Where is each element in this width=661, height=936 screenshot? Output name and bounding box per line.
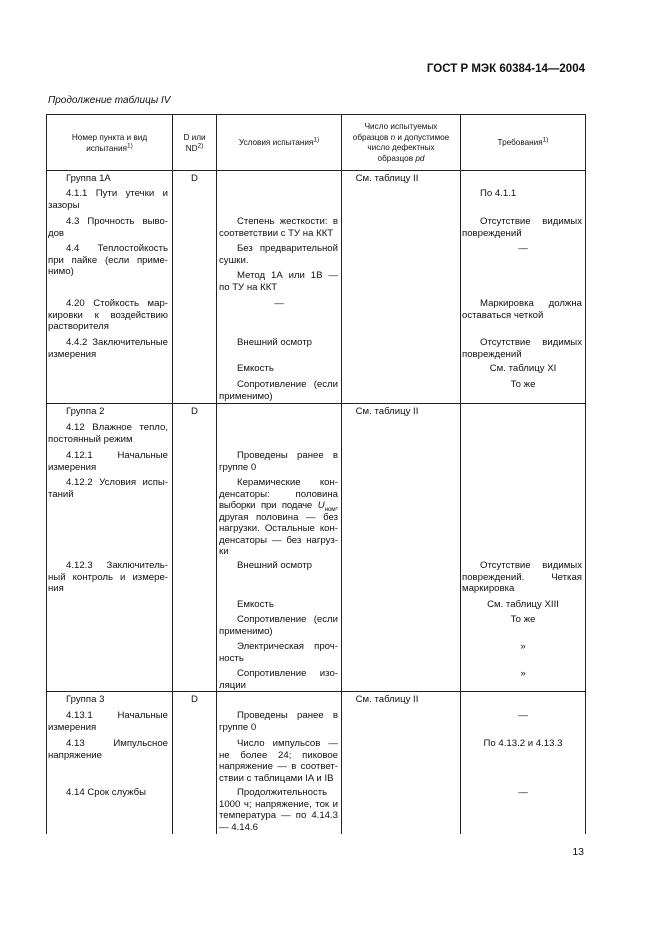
- condition: Керамические кон-денсаторы: половина выборки при подаче $U_{ном}$, другая половина — без нагрузки. Остальные кон-денсаторы — без нагруз-ки: [219, 477, 338, 557]
- test-item: 4.4.2 Заключительные измерения: [48, 337, 168, 360]
- test-item: 4.1.1 Пути утечки и зазоры: [48, 188, 168, 211]
- d-nd-value: D: [191, 173, 198, 184]
- column-header-sample-count: Число испытуемых образцов n и допустимое число дефектных образцов pd: [352, 122, 450, 163]
- test-item: 4.20 Стойкость мар-кировки к воздействию растворителя: [48, 298, 168, 332]
- requirement: Отсутствие видимых повреждений: [462, 216, 582, 239]
- requirement: То же: [510, 379, 536, 390]
- table-continuation-caption: Продолжение таблицы IV: [48, 95, 171, 106]
- condition: Метод 1А или 1В — по ТУ на ККТ: [219, 270, 338, 293]
- condition: Число импульсов — не более 24; пиковое напряжение — в соответ-ствии с таблицами IA и IB: [219, 738, 338, 784]
- group-divider: [46, 691, 586, 692]
- sample-count: См. таблицу II: [355, 694, 419, 705]
- test-item: 4.12 Влажное тепло, постоянный режим: [48, 422, 168, 445]
- test-item: 4.4 Теплостойкость при пайке (если приме-нимо): [48, 243, 168, 277]
- condition: Электрическая проч- ность: [219, 641, 338, 664]
- condition: Сопротивление изо- ляции: [219, 668, 338, 691]
- test-item: 4.3 Прочность выво-дов: [48, 216, 168, 239]
- condition: Продолжительность 1000 ч; напряжение, ток и температура — по 4.14.3 — 4.14.6: [219, 787, 338, 833]
- d-nd-value: D: [191, 406, 198, 417]
- column-divider: [341, 114, 342, 834]
- requirement: »: [520, 668, 526, 679]
- condition: Емкость: [237, 599, 274, 610]
- test-item: 4.12.1 Начальные измерения: [48, 450, 168, 473]
- table-border-top: [46, 114, 586, 115]
- requirement: По 4.1.1: [480, 188, 517, 199]
- column-header-d-nd: D или ND$^{2)}$: [183, 133, 206, 153]
- condition: Сопротивление (если применимо): [219, 379, 338, 402]
- requirement: Маркировка должна оставаться четкой: [462, 298, 582, 321]
- test-item: 4.13 Импульсное напряжение: [48, 738, 168, 761]
- condition: Внешний осмотр: [237, 337, 312, 348]
- table-header-divider: [46, 170, 586, 171]
- requirement: —: [518, 787, 528, 798]
- table-border-left: [46, 114, 47, 834]
- group-title: Группа 3: [66, 694, 105, 705]
- table-border-right: [585, 114, 586, 834]
- condition: Проведены ранее в группе 0: [219, 450, 338, 473]
- test-item: 4.13.1 Начальные измерения: [48, 710, 168, 733]
- condition: Степень жесткости: в соответствии с ТУ на ККТ: [219, 216, 338, 239]
- condition: Без предварительной сушки.: [219, 243, 338, 266]
- requirement: —: [518, 243, 528, 254]
- requirement: См. таблицу XI: [489, 363, 557, 374]
- requirement: »: [520, 641, 526, 652]
- requirement: То же: [510, 614, 536, 625]
- document-id: ГОСТ Р МЭК 60384-14—2004: [426, 63, 585, 75]
- column-divider: [460, 114, 461, 834]
- requirement: —: [518, 710, 528, 721]
- requirement: Отсутствие видимых повреждений. Четкая маркировка: [462, 560, 582, 594]
- sample-count: См. таблицу II: [355, 406, 419, 417]
- requirement: По 4.13.2 и 4.13.3: [483, 738, 563, 749]
- column-header-conditions: Условия испытания$^{1)}$: [238, 136, 320, 147]
- test-item: 4.12.2 Условия испы-таний: [48, 477, 168, 500]
- condition: Внешний осмотр: [237, 560, 312, 571]
- test-item: 4.12.3 Заключитель-ный контроль и измере-ния: [48, 560, 168, 594]
- page-number: 13: [572, 846, 584, 858]
- column-header-requirements: Требования$^{1)}$: [497, 136, 549, 147]
- requirement: См. таблицу XIII: [487, 599, 559, 610]
- sample-count: См. таблицу II: [355, 173, 419, 184]
- column-header-item: Номер пункта и вид испытания$^{1)}$: [71, 133, 148, 153]
- group-divider: [46, 403, 586, 404]
- group-title: Группа 2: [66, 406, 105, 417]
- column-divider: [216, 114, 217, 834]
- condition: Сопротивление (если применимо): [219, 614, 338, 637]
- condition: Емкость: [237, 363, 274, 374]
- column-divider: [172, 114, 173, 834]
- d-nd-value: D: [191, 694, 198, 705]
- condition: —: [274, 298, 284, 309]
- requirement: Отсутствие видимых повреждений: [462, 337, 582, 360]
- group-title: Группа 1А: [66, 173, 111, 184]
- condition: Проведены ранее в группе 0: [219, 710, 338, 733]
- test-item: 4.14 Срок службы: [66, 787, 147, 798]
